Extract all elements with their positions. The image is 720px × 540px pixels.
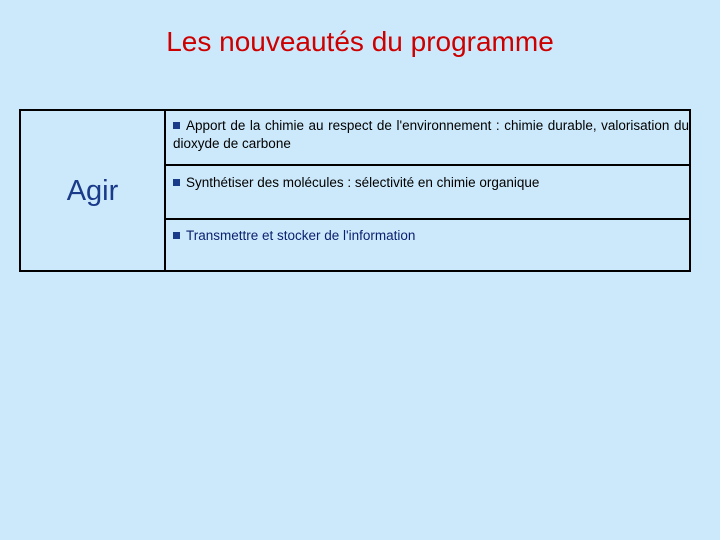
category-label: Agir <box>66 174 119 207</box>
square-bullet-icon <box>173 122 180 129</box>
category-cell <box>21 111 166 270</box>
table-row <box>166 164 689 218</box>
item-text: Transmettre et stocker de l'information <box>186 228 416 243</box>
table-row <box>166 111 689 164</box>
square-bullet-icon <box>173 232 180 239</box>
page-title: Les nouveautés du programme <box>166 26 554 57</box>
square-bullet-icon <box>173 179 180 186</box>
items-column <box>166 111 689 270</box>
item-text: Apport de la chimie au respect de l'environnement : chimie durable, valorisation du dioxyde de carbone <box>173 118 689 151</box>
item-text: Synthétiser des molécules : sélectivité en chimie organique <box>186 175 540 190</box>
content-table <box>19 109 691 272</box>
table-row <box>166 218 689 270</box>
